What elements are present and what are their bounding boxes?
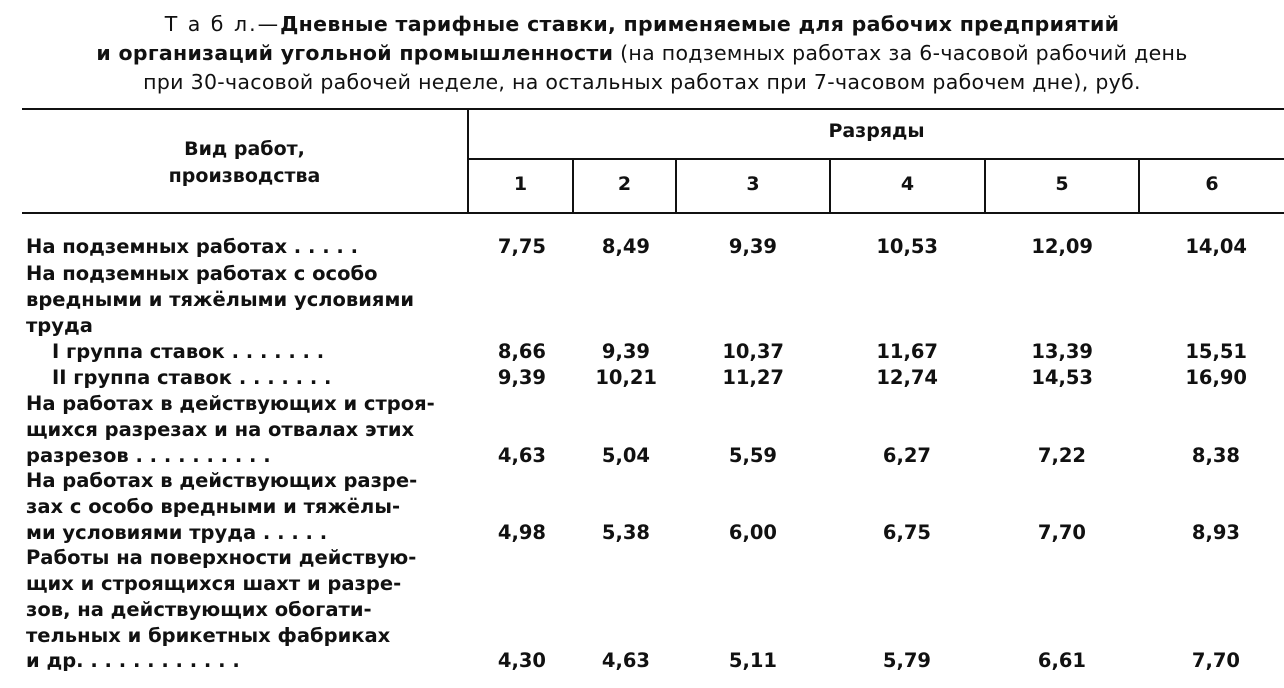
caption-title-part-2: и организаций угольной промышленности <box>96 41 614 65</box>
row-label-open-pits-line-3: разрезов . . . . . . . . . . <box>26 444 271 467</box>
caption-title-part-1: Дневные тарифные ставки, применяемые для рабочих предприятий <box>280 12 1120 36</box>
row-label-open-pits-line-1: На работах в действующих и строя- <box>26 392 435 415</box>
grade-header-3: 3 <box>746 173 760 195</box>
table-cell: 4,63 <box>601 649 650 672</box>
grade-header-5: 5 <box>1055 173 1069 195</box>
table-cell: 6,75 <box>882 521 931 544</box>
table-cell: 8,66 <box>497 340 546 363</box>
caption-note-part-1: (на подземных работах за 6-часовой рабочий день <box>620 41 1188 65</box>
table-cell: 4,63 <box>497 444 546 467</box>
table-cell: 10,53 <box>876 235 938 258</box>
column-header-line-1: Вид работ, <box>184 138 305 160</box>
row-label-surface-line-2: щих и строящихся шахт и разре- <box>26 572 402 595</box>
table-top-rule <box>22 108 1284 110</box>
grade-header-6: 6 <box>1205 173 1219 195</box>
row-label-hazardous-line-2: вредными и тяжёлыми условиями <box>26 288 415 311</box>
table-cell: 9,39 <box>601 340 650 363</box>
table-cell: 11,67 <box>876 340 938 363</box>
table-cell: 9,39 <box>728 235 777 258</box>
table-cell: 13,39 <box>1031 340 1093 363</box>
grade-header-1: 1 <box>513 173 528 195</box>
caption-note-part-2: при 30-часовой рабочей неделе, на остальных работах при 7-часовом рабочем дне), руб. <box>143 70 1141 94</box>
row-label-surface-line-3: зов, на действующих обогати- <box>26 598 372 621</box>
table-cell: 12,74 <box>876 366 938 389</box>
caption-line-2 <box>0 39 1284 68</box>
table-caption <box>0 10 1284 97</box>
table-cell: 10,37 <box>722 340 784 363</box>
table-cell: 16,90 <box>1185 366 1247 389</box>
row-label-hazardous-line-1: На подземных работах с особо <box>26 262 378 285</box>
table-cell: 5,59 <box>728 444 777 467</box>
row-label-hazardous-pits-line-3: ми условиями труда . . . . . <box>26 521 328 544</box>
column-header-work-type <box>22 136 467 190</box>
row-label-group-1: I группа ставок . . . . . . . <box>52 340 325 363</box>
table-cell: 4,30 <box>497 649 546 672</box>
table-cell: 5,04 <box>601 444 650 467</box>
table-cell: 11,27 <box>722 366 784 389</box>
table-cell: 6,27 <box>882 444 931 467</box>
row-label-surface-line-1: Работы на поверхности действую- <box>26 546 417 569</box>
table-cell: 12,09 <box>1031 235 1093 258</box>
grade-header-2: 2 <box>617 173 632 195</box>
grade-header-4: 4 <box>900 173 915 195</box>
table-cell: 7,70 <box>1037 521 1086 544</box>
caption-line-3 <box>0 68 1284 97</box>
caption-line-1 <box>0 10 1284 39</box>
table-cell: 5,11 <box>728 649 777 672</box>
table-cell: 7,22 <box>1037 444 1086 467</box>
table-cell: 7,75 <box>497 235 546 258</box>
table-cell: 14,04 <box>1185 235 1247 258</box>
row-label-open-pits-line-2: щихся разрезах и на отвалах этих <box>26 418 415 441</box>
column-group-header-grades: Разряды <box>828 120 925 142</box>
table-cell: 5,79 <box>882 649 931 672</box>
row-label-surface-line-4: тельных и брикетных фабриках <box>26 624 391 647</box>
table-cell: 8,38 <box>1191 444 1240 467</box>
table-cell: 8,93 <box>1191 521 1240 544</box>
column-header-line-2: производства <box>168 165 321 187</box>
row-label-hazardous-pits-line-1: На работах в действующих разре- <box>26 469 418 492</box>
row-label-surface-line-5: и др. . . . . . . . . . . . <box>26 649 240 672</box>
row-label-group-2: II группа ставок . . . . . . . <box>52 366 332 389</box>
row-label-hazardous-pits-line-2: зах с особо вредными и тяжёлы- <box>26 495 401 518</box>
grades-header-rule <box>467 158 1284 160</box>
table-cell: 6,61 <box>1037 649 1086 672</box>
table-cell: 7,70 <box>1191 649 1240 672</box>
table-cell: 15,51 <box>1185 340 1247 363</box>
table-cell: 8,49 <box>601 235 650 258</box>
caption-prefix: Т а б л.— <box>164 12 281 36</box>
header-bottom-rule <box>22 212 1284 214</box>
table-cell: 14,53 <box>1031 366 1093 389</box>
table-cell: 9,39 <box>497 366 546 389</box>
row-label-underground: На подземных работах . . . . . <box>26 235 359 258</box>
table-cell: 6,00 <box>728 521 777 544</box>
table-cell: 5,38 <box>601 521 650 544</box>
table-cell: 4,98 <box>497 521 546 544</box>
table-cell: 10,21 <box>595 366 657 389</box>
row-label-hazardous-line-3: труда <box>26 314 93 337</box>
